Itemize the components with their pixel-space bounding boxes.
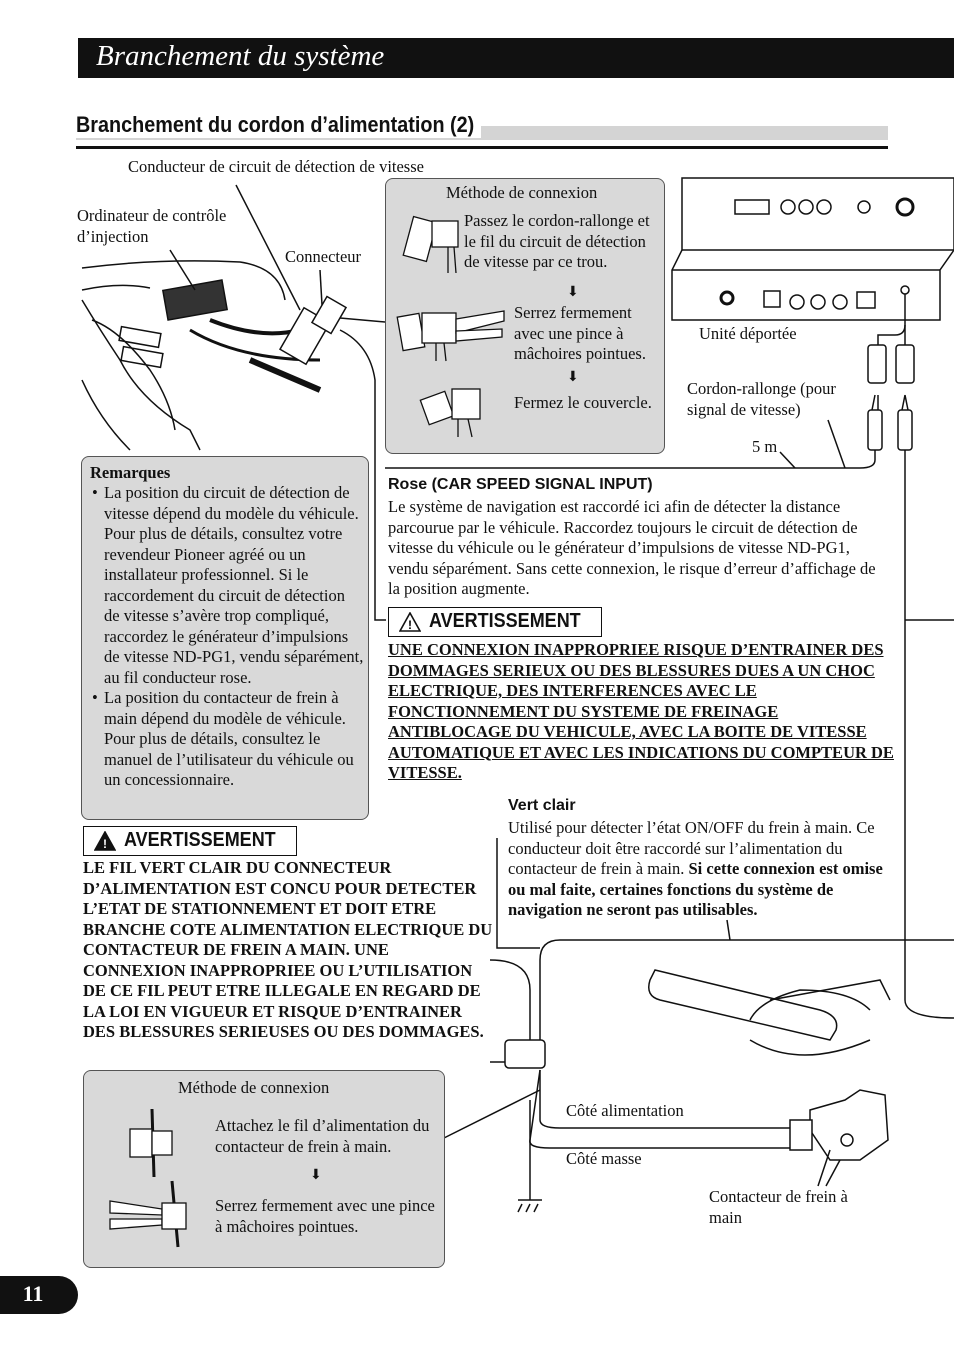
svg-text:!: ! — [408, 618, 412, 632]
remark-item: • La position du contacteur de frein à main dépend du modèle de véhicule. Pour plus de détails, consultez le manuel de l’utilisateur du véhicule ou un concessionnaire. — [86, 688, 364, 791]
power-side-label: Côté alimentation — [566, 1101, 684, 1120]
method-top-step3: Fermez le couvercle. — [514, 393, 652, 412]
warning-badge — [388, 607, 602, 637]
pliers-icon — [108, 1179, 198, 1249]
method-bottom-title: Méthode de connexion — [178, 1078, 330, 1097]
extension-cord-label: Cordon-rallonge (pour signal de vitesse) — [687, 379, 836, 419]
warning-badge — [83, 826, 297, 856]
arrow-down-icon: ⬇ — [567, 285, 579, 300]
light-green-title: Vert clair — [508, 797, 576, 814]
method-top-title: Méthode de connexion — [446, 183, 598, 202]
svg-text:!: ! — [103, 837, 107, 851]
warning-triangle-icon — [399, 612, 421, 632]
ground-side-label: Côté masse — [566, 1149, 642, 1168]
pink-title: Rose (CAR SPEED SIGNAL INPUT) — [388, 476, 653, 493]
page-number-tab — [0, 1276, 78, 1314]
method-box-top — [385, 178, 665, 454]
arrow-down-icon: ⬇ — [310, 1168, 322, 1183]
section-title: Branchement du cordon d’alimentation (2) — [76, 112, 481, 138]
method-box-bottom — [83, 1070, 445, 1268]
warning-triangle-icon — [94, 831, 116, 851]
clip-insert-icon — [400, 207, 470, 277]
light-green-body: Utilisé pour détecter l’état ON/OFF du frein à main. Ce conducteur doit être raccordé sur l’alimentation du contacteur de frein à main. Si cette connexion est omise ou mal faite, certaines fonctions du système de navigation ne seront pas utilisables. — [508, 818, 883, 919]
ecu-label: Ordinateur de contrôle d’injection — [77, 206, 227, 246]
arrow-down-icon: ⬇ — [567, 370, 579, 385]
method-bottom-step1: Attachez le fil d’alimentation du contacteur de frein à main. — [215, 1116, 430, 1156]
remarks-title: Remarques — [90, 463, 171, 482]
connector-label: Connecteur — [285, 247, 362, 266]
header-title: Branchement du système — [96, 40, 385, 72]
remarks-box — [81, 456, 369, 820]
warning-label: AVERTISSEMENT — [124, 829, 276, 851]
method-top-step1: Passez le cordon-rallonge et le fil du circuit de détection de vitesse par ce trou. — [464, 211, 650, 271]
method-bottom-step2: Serrez fermement avec une pince à mâchoires pointues. — [215, 1196, 435, 1236]
method-top-step2: Serrez fermement avec une pince à mâchoires pointues. — [514, 303, 646, 363]
pliers-icon — [396, 297, 508, 363]
remarks-list — [86, 483, 364, 791]
warning-label: AVERTISSEMENT — [429, 610, 581, 632]
close-cover-icon — [416, 375, 496, 441]
warning2-text: LE FIL VERT CLAIR DU CONNECTEUR D’ALIMENTATION EST CONCU POUR DETECTER L’ETAT DE STATIONNEMENT ET DOIT ETRE BRANCHE COTE ALIMENTATION ELECTRIQUE DU CONTACTEUR DE FREIN A MAIN. UNE CONNEXION INAPPROPRIEE OU L’UTILISATION DE CE FIL PEUT ETRE ILLEGALE EN REGARD DE LA LOI EN VIGUEUR ET RISQUE D’ENTRAINER DES BLESSURES SERIEUSES OU DES DOMMAGES. — [83, 858, 493, 1041]
brake-switch-label: Contacteur de frein à main — [709, 1187, 848, 1227]
pink-body: Le système de navigation est raccordé ici afin de détecter la distance parcourue par le véhicule. Raccordez toujours le circuit de détection de vitesse du véhicule ou le générateur d’impulsions de vitesse ND-PG1, vendu séparément. Sans cette connexion, le risque d’erreur d’affichage de la position augmente. — [388, 497, 876, 598]
remark-item: • La position du circuit de détection de vitesse dépend du modèle du véhicule. Pour plus de détails, consultez votre revendeur Pioneer agréé ou un installateur professionnel. Si le raccordement du circuit de détection de vitesse s’avère trop compliqué, raccordez le générateur d’impulsions de vitesse ND-PG1, vendu séparément, au fil conducteur rose. — [86, 483, 364, 688]
remote-unit-label: Unité déportée — [699, 324, 797, 343]
length-label: 5 m — [752, 437, 778, 456]
speed-wire-label: Conducteur de circuit de détection de vitesse — [128, 157, 424, 176]
warning1-text: UNE CONNEXION INAPPROPRIEE RISQUE D’ENTRAINER DES DOMMAGES SERIEUX OU DES BLESSURES DUES A UN CHOC ELECTRIQUE, DES INTERFERENCES AVEC LE FONCTIONNEMENT DU SYSTEME DE FREINAGE ANTIBLOCAGE DU VEHICULE, AVEC LA BOITE DE VITESSE AUTOMATIQUE ET AVEC LES INDICATIONS DU COMPTEUR DE VITESSE. — [388, 640, 894, 782]
page-number: 11 — [22, 1281, 44, 1306]
clip-attach-icon — [120, 1107, 180, 1179]
